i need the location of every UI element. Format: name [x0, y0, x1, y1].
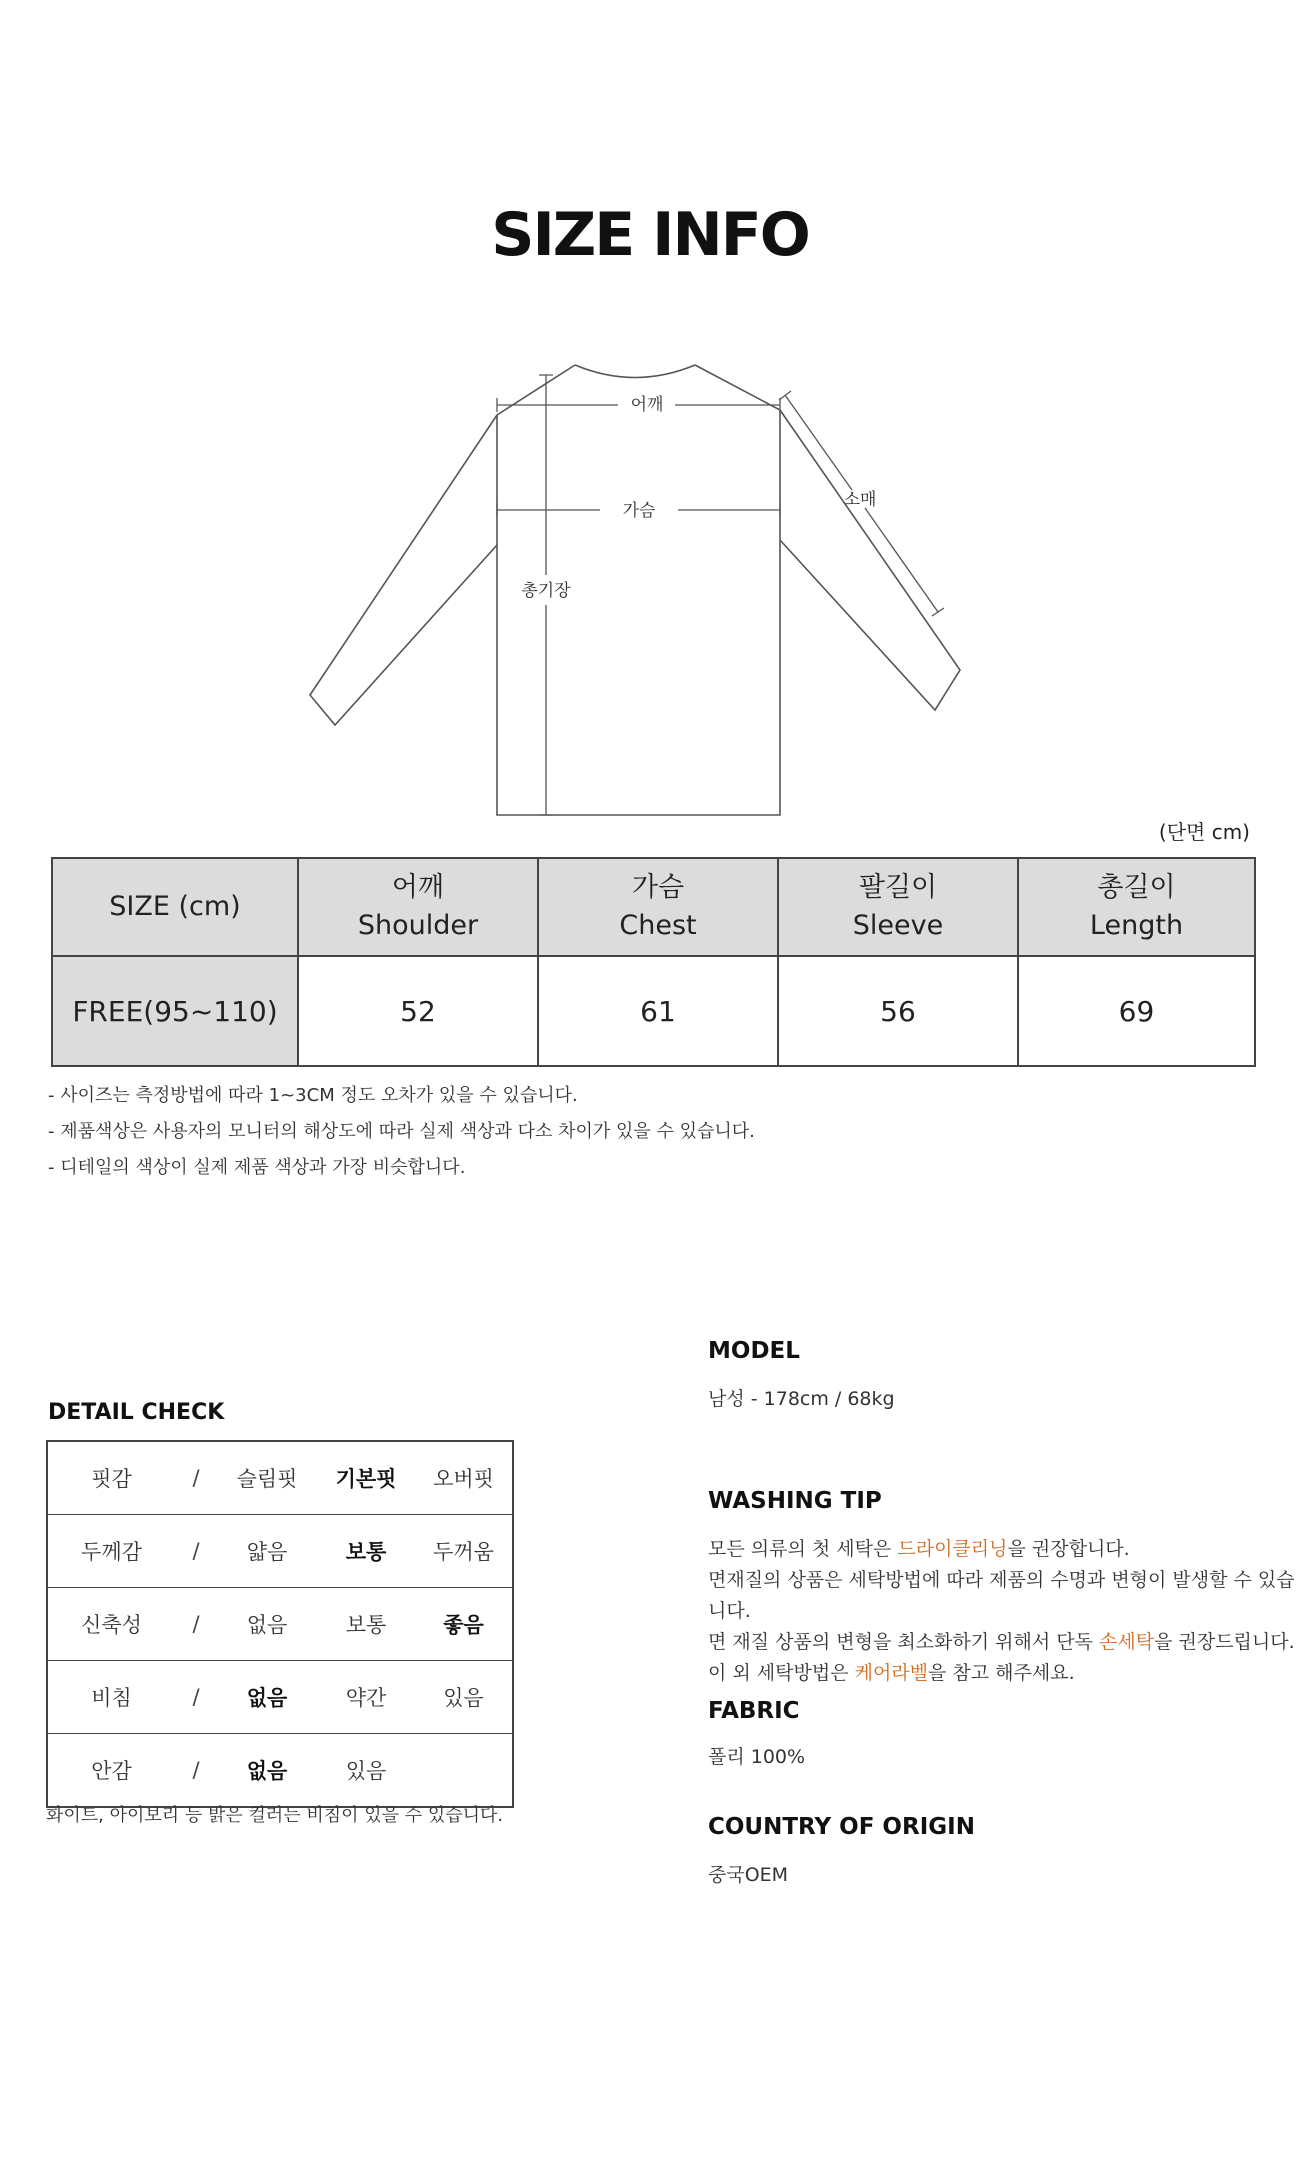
accent-text: 손세탁	[1099, 1631, 1155, 1653]
detail-option	[415, 1734, 513, 1808]
divider-slash: /	[175, 1588, 217, 1661]
garment-outline	[310, 365, 960, 815]
sleeve-value: 56	[778, 956, 1018, 1066]
fabric-title: FABRIC	[708, 1698, 800, 1724]
size-table	[51, 857, 1256, 1067]
header-ko: 가슴	[631, 872, 685, 903]
chest-value: 61	[538, 956, 778, 1066]
text-segment: 면 재질 상품의 변형을 최소화하기 위해서 단독	[708, 1631, 1100, 1653]
table-row	[47, 1661, 513, 1734]
header-en: Length	[1089, 910, 1184, 941]
header-ko: 팔길이	[858, 872, 938, 903]
unit-label: (단면 cm)	[1158, 820, 1250, 844]
text-segment: 을 권장드립니다.	[1154, 1631, 1295, 1653]
header-en: Sleeve	[852, 910, 944, 941]
text-segment: 을 참고 해주세요.	[928, 1662, 1075, 1684]
note-line: - 디테일의 색상이 실제 제품 색상과 가장 비슷합니다.	[48, 1157, 466, 1178]
text-segment: 이 외 세탁방법은	[708, 1662, 855, 1684]
size-notes	[48, 1078, 755, 1186]
sleeve-diagram-label: 소매	[843, 490, 877, 510]
detail-footnote: 화이트, 아이보리 등 밝은 컬러는 비침이 있을 수 있습니다.	[46, 1805, 504, 1826]
size-header-label: SIZE (cm)	[52, 858, 298, 956]
detail-option-selected: 기본핏	[317, 1441, 415, 1515]
size-header-length	[1018, 858, 1255, 956]
washing-line	[708, 1627, 1298, 1658]
detail-check-title: DETAIL CHECK	[48, 1400, 225, 1425]
washing-title: WASHING TIP	[708, 1488, 882, 1514]
header-en: Chest	[619, 910, 697, 941]
detail-check-table	[46, 1440, 514, 1808]
washing-line	[708, 1658, 1298, 1689]
divider-slash: /	[175, 1515, 217, 1588]
header-ko: 총길이	[1097, 872, 1176, 903]
length-diagram-label: 총기장	[521, 581, 571, 601]
size-table-header	[52, 858, 1255, 956]
shoulder-diagram-label: 어깨	[630, 395, 664, 415]
header-en: Shoulder	[357, 910, 479, 941]
table-row	[47, 1588, 513, 1661]
detail-label: 핏감	[47, 1441, 175, 1515]
size-header-sleeve	[778, 858, 1018, 956]
detail-option: 슬림핏	[217, 1441, 317, 1515]
size-header-shoulder	[298, 858, 538, 956]
divider-slash: /	[175, 1661, 217, 1734]
shoulder-value: 52	[298, 956, 538, 1066]
detail-option-selected: 없음	[246, 1759, 288, 1783]
note-line: - 제품색상은 사용자의 모니터의 해상도에 따라 실제 색상과 다소 차이가 있을 수 있습니다.	[48, 1121, 755, 1142]
divider-slash: /	[175, 1441, 217, 1515]
divider-slash: /	[192, 1758, 200, 1782]
accent-text: 드라이클리닝	[897, 1538, 1008, 1560]
detail-option-selected: 보통	[317, 1515, 415, 1588]
detail-option: 있음	[345, 1759, 387, 1783]
detail-option: 약간	[317, 1661, 415, 1734]
table-row	[47, 1441, 513, 1515]
detail-option: 오버핏	[415, 1441, 513, 1515]
origin-text: 중국OEM	[708, 1864, 789, 1886]
size-header-chest	[538, 858, 778, 956]
size-name-cell: FREE(95~110)	[52, 956, 298, 1066]
model-text: 남성 - 178cm / 68kg	[708, 1388, 895, 1410]
washing-text	[708, 1534, 1298, 1689]
accent-text: 케어라벨	[854, 1662, 929, 1684]
fabric-text: 폴리 100%	[708, 1746, 806, 1768]
detail-option: 있음	[415, 1661, 513, 1734]
detail-option: 보통	[317, 1588, 415, 1661]
table-row	[47, 1515, 513, 1588]
page-title: SIZE INFO	[491, 200, 809, 270]
detail-option-selected: 없음	[217, 1661, 317, 1734]
length-value: 69	[1018, 956, 1255, 1066]
text-segment: 모든 의류의 첫 세탁은	[708, 1538, 898, 1560]
detail-label: 비침	[47, 1661, 175, 1734]
model-title: MODEL	[708, 1338, 800, 1364]
header-ko: 어깨	[391, 872, 445, 903]
detail-option-selected: 좋음	[415, 1588, 513, 1661]
detail-option: 없음	[217, 1588, 317, 1661]
detail-label: 두께감	[47, 1515, 175, 1588]
detail-label: 안감	[91, 1759, 132, 1783]
detail-option: 두꺼움	[415, 1515, 513, 1588]
washing-line	[708, 1534, 1298, 1565]
detail-option: 얇음	[217, 1515, 317, 1588]
note-line: - 사이즈는 측정방법에 따라 1~3CM 정도 오차가 있을 수 있습니다.	[48, 1085, 578, 1106]
washing-line: 면재질의 상품은 세탁방법에 따라 제품의 수명과 변형이 발생할 수 있습니다.	[708, 1569, 1295, 1622]
origin-title: COUNTRY OF ORIGIN	[708, 1814, 975, 1840]
chest-diagram-label: 가슴	[622, 501, 656, 521]
text-segment: 을 권장합니다.	[1007, 1538, 1130, 1560]
detail-label: 신축성	[47, 1588, 175, 1661]
garment-diagram	[290, 350, 1010, 820]
table-row	[52, 956, 1255, 1066]
table-row	[47, 1734, 513, 1808]
